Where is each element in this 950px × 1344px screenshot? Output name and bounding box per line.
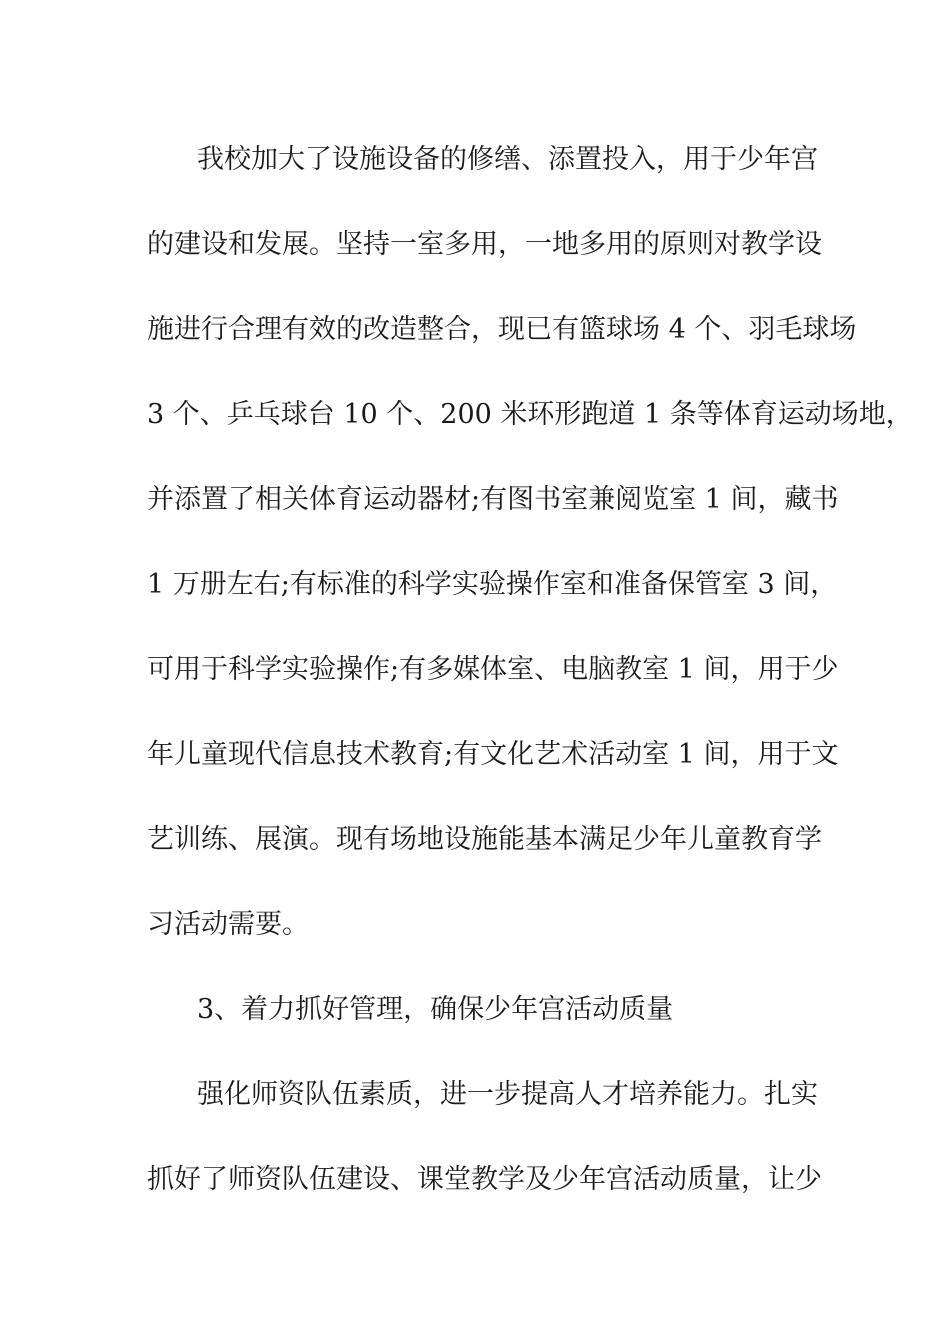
paragraph-line: 习活动需要。 bbox=[147, 909, 309, 940]
paragraph-line: 施进行合理有效的改造整合，现已有篮球场 4 个、羽毛球场 bbox=[147, 314, 857, 345]
paragraph-line: 可用于科学实验操作;有多媒体室、电脑教室 1 间，用于少 bbox=[147, 654, 839, 685]
paragraph-line: 的建设和发展。坚持一室多用，一地多用的原则对教学设 bbox=[147, 229, 822, 260]
paragraph-line: 并添置了相关体育运动器材;有图书室兼阅览室 1 间，藏书 bbox=[147, 484, 839, 515]
paragraph-line: 强化师资队伍素质，进一步提高人才培养能力。扎实 bbox=[197, 1079, 818, 1110]
paragraph-line: 艺训练、展演。现有场地设施能基本满足少年儿童教育学 bbox=[147, 824, 822, 855]
section-heading: 3、着力抓好管理，确保少年宫活动质量 bbox=[197, 994, 674, 1025]
paragraph-line: 抓好了师资队伍建设、课堂教学及少年宫活动质量，让少 bbox=[147, 1164, 822, 1195]
paragraph-line: 1 万册左右;有标准的科学实验操作室和准备保管室 3 间， bbox=[147, 569, 838, 600]
paragraph-line: 年儿童现代信息技术教育;有文化艺术活动室 1 间，用于文 bbox=[147, 739, 839, 770]
paragraph-line: 3 个、乒乓球台 10 个、200 米环形跑道 1 条等体育运动场地， bbox=[147, 399, 913, 430]
paragraph-line: 我校加大了设施设备的修缮、添置投入，用于少年宫 bbox=[197, 144, 818, 175]
